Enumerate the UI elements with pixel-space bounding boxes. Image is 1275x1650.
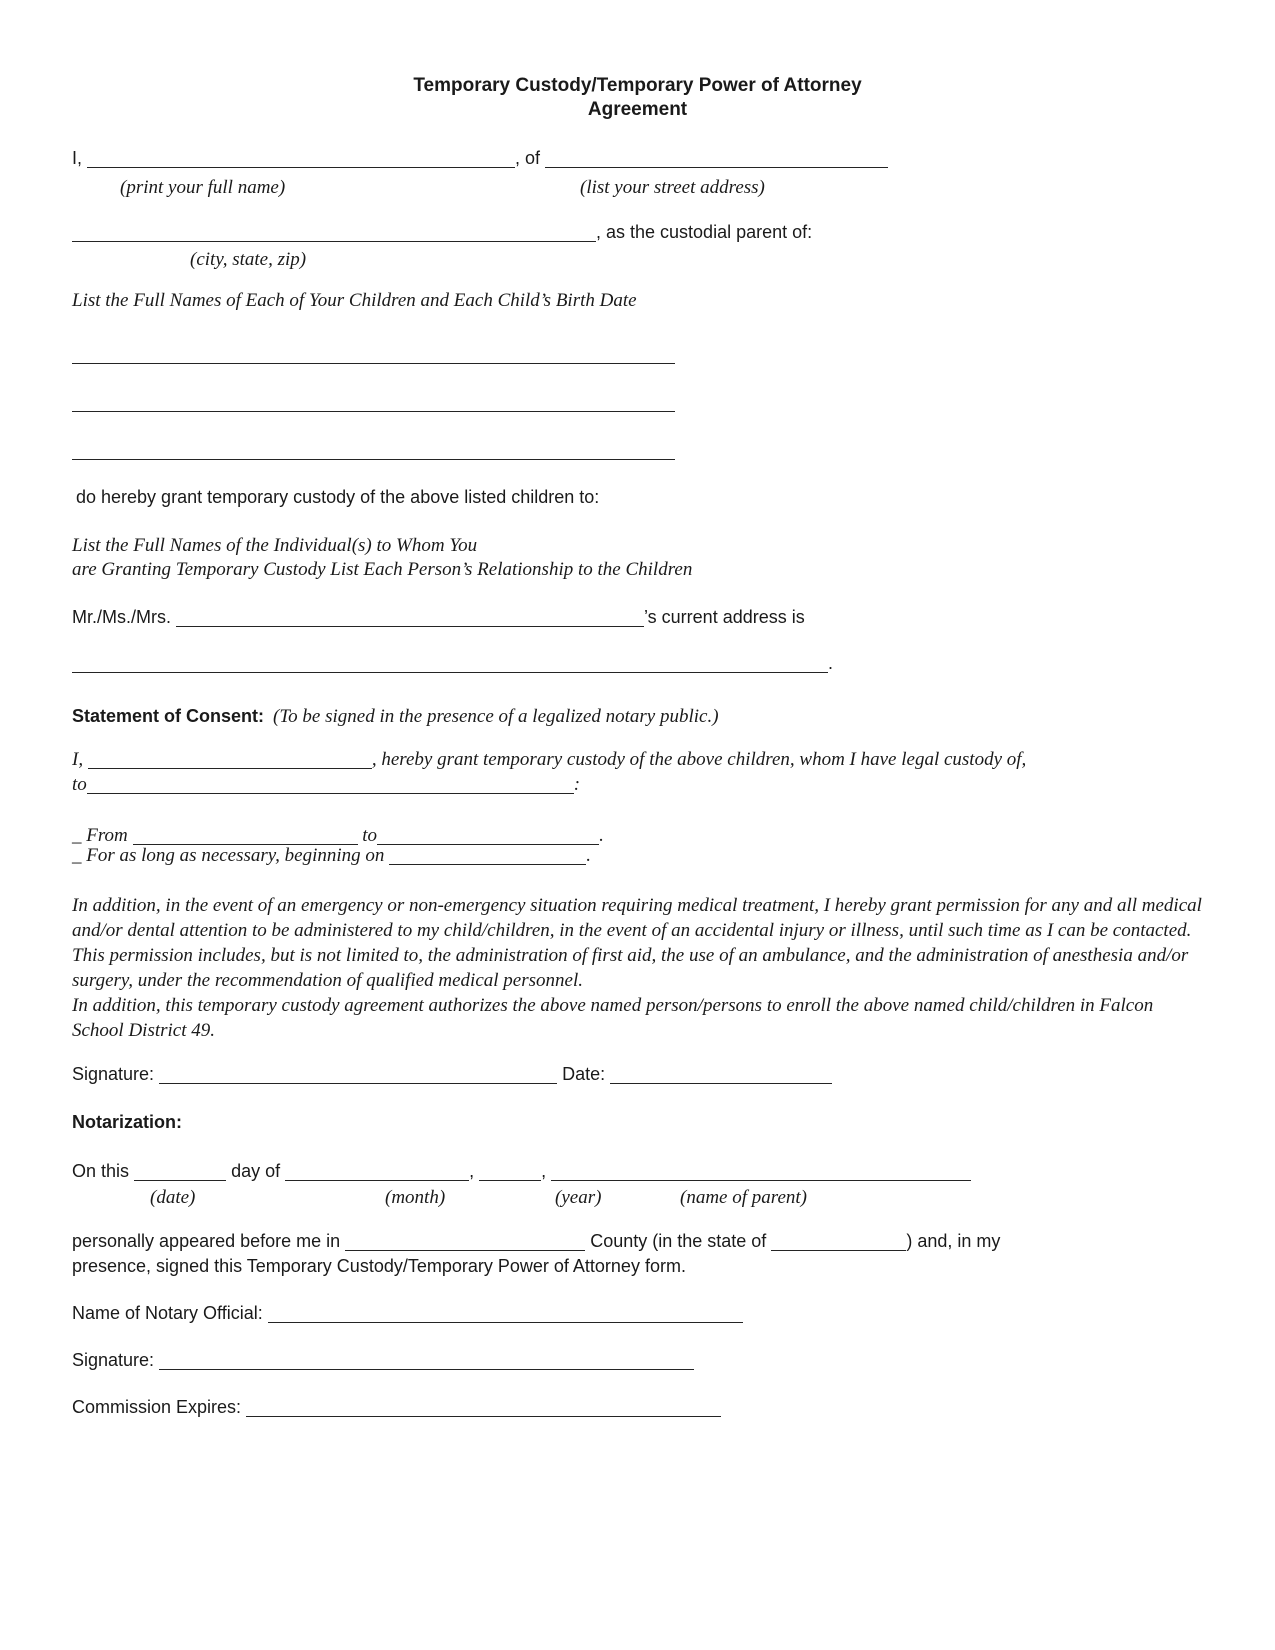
row-declarant [72,147,888,169]
notary-date-label: (date) [150,1187,196,1208]
row-notary-name [72,1302,743,1324]
form-title [0,74,1275,122]
grantee-name-blank [176,625,644,627]
duration-period: . [586,845,591,866]
notary-month-blank [285,1179,469,1181]
consent-heading: Statement of Consent: [72,706,265,726]
state-blank [771,1249,906,1251]
comma-2: , [541,1161,547,1181]
grantee-address-suffix: ’s current address is [644,607,805,627]
street-address-label: (list your street address) [580,177,765,198]
parent-name-blank [551,1179,971,1181]
county-clause: County (in the state of [590,1231,767,1251]
consent-to-prefix: to [72,774,87,795]
grantee-heading-line1: List the Full Names of the Individual(s) to Whom You [72,535,478,556]
notary-signature-blank [159,1368,694,1370]
enrollment-sentence: In addition, this temporary custody agreement authorizes the above named person/persons to enroll the above named child/children in Falcon School District 49. [72,995,1154,1041]
consent-grantor-name-blank [88,767,372,769]
appeared-suffix: ) and, in my [906,1231,1001,1251]
commission-date-blank [246,1415,721,1417]
child-name-blank-3 [72,440,675,460]
consent-grant-clause: , hereby grant temporary custody of the above children, whom I have legal custody of, [371,749,1027,770]
notary-year-blank [479,1179,541,1181]
notary-signature-label: Signature: [72,1350,155,1370]
row-consent-grantee [72,774,580,796]
commission-label: Commission Expires: [72,1397,242,1417]
child-line-3 [72,440,675,462]
child-name-blank-1 [72,344,675,364]
row-city-state-zip [72,221,812,243]
form-title-line1: Temporary Custody/Temporary Power of Attorney [413,75,862,96]
notary-month-label: (month) [385,1187,446,1208]
signature-date-blank [610,1082,832,1084]
comma-1: , [469,1161,475,1181]
duration-option: _ For as long as necessary, beginning on [72,845,385,866]
child-line-2 [72,392,675,414]
row-consent-grantor [72,749,1026,771]
row-commission [72,1396,721,1418]
city-state-zip-blank [72,240,596,242]
street-address-blank [545,166,888,168]
from-period: . [599,825,604,846]
row-presence: presence, signed this Temporary Custody/Temporary Power of Attorney form. [72,1256,686,1276]
full-name-blank [87,166,515,168]
custodial-parent-suffix: , as the custodial parent of: [596,222,813,242]
day-of-text: day of [231,1161,281,1181]
form-title-line2: Agreement [587,99,688,120]
to-connector: to [362,825,378,846]
date-label: Date: [562,1064,606,1084]
row-grantee-address [72,652,833,674]
beginning-date-blank [389,863,586,865]
child-line-1 [72,344,675,366]
from-option: _ From [72,825,128,846]
declarant-i-prefix: I, [72,148,83,168]
parent-signature-blank [159,1082,557,1084]
notary-parent-label: (name of parent) [680,1187,807,1208]
consent-grantee-blank [87,792,574,794]
notary-name-blank [268,1321,743,1323]
notary-day-blank [134,1179,226,1181]
county-blank [345,1249,585,1251]
row-notary-signature [72,1349,694,1371]
appeared-prefix: personally appeared before me in [72,1231,341,1251]
notary-year-label: (year) [555,1187,602,1208]
grantee-address-terminator: . [828,653,834,673]
signature-label: Signature: [72,1064,155,1084]
notarization-heading: Notarization: [72,1112,182,1132]
child-name-blank-2 [72,392,675,412]
row-appeared [72,1230,1000,1252]
print-name-label: (print your full name) [120,177,286,198]
row-on-this [72,1160,971,1182]
grant-statement: do hereby grant temporary custody of the above listed children to: [76,487,600,507]
grantee-address-blank [72,671,828,673]
city-state-zip-label: (city, state, zip) [190,249,307,270]
medical-paragraph-block [72,893,1207,1043]
medical-paragraph: In addition, in the event of an emergency or non-emergency situation requiring medical treatment, I hereby grant permission for any and all medical and/or dental attention to be administered to my child/children, in the event of an accidental injury or illness, until such time as I can be contacted. This permission includes, but is not limited to, the administration of first aid, the use of an ambulance, and the administration of anesthesia and/or surgery, under the recommendation of qualified medical personnel. [72,895,1202,991]
grantee-heading-line2: are Granting Temporary Custody List Each Person’s Relationship to the Children [72,559,693,580]
row-grantee-name [72,606,805,628]
row-duration [72,845,591,867]
consent-colon: : [573,774,581,795]
consent-i-prefix: I, [72,749,84,770]
consent-heading-row [72,705,719,728]
notary-name-label: Name of Notary Official: [72,1303,263,1323]
children-heading: List the Full Names of Each of Your Children and Each Child’s Birth Date [72,290,637,311]
of-connector: , of [515,148,541,168]
consent-note: (To be signed in the presence of a legalized notary public.) [273,706,719,727]
grantee-title-prefix: Mr./Ms./Mrs. [72,607,171,627]
on-this-text: On this [72,1161,130,1181]
row-signature-date [72,1063,832,1085]
row-from-to [72,825,604,847]
